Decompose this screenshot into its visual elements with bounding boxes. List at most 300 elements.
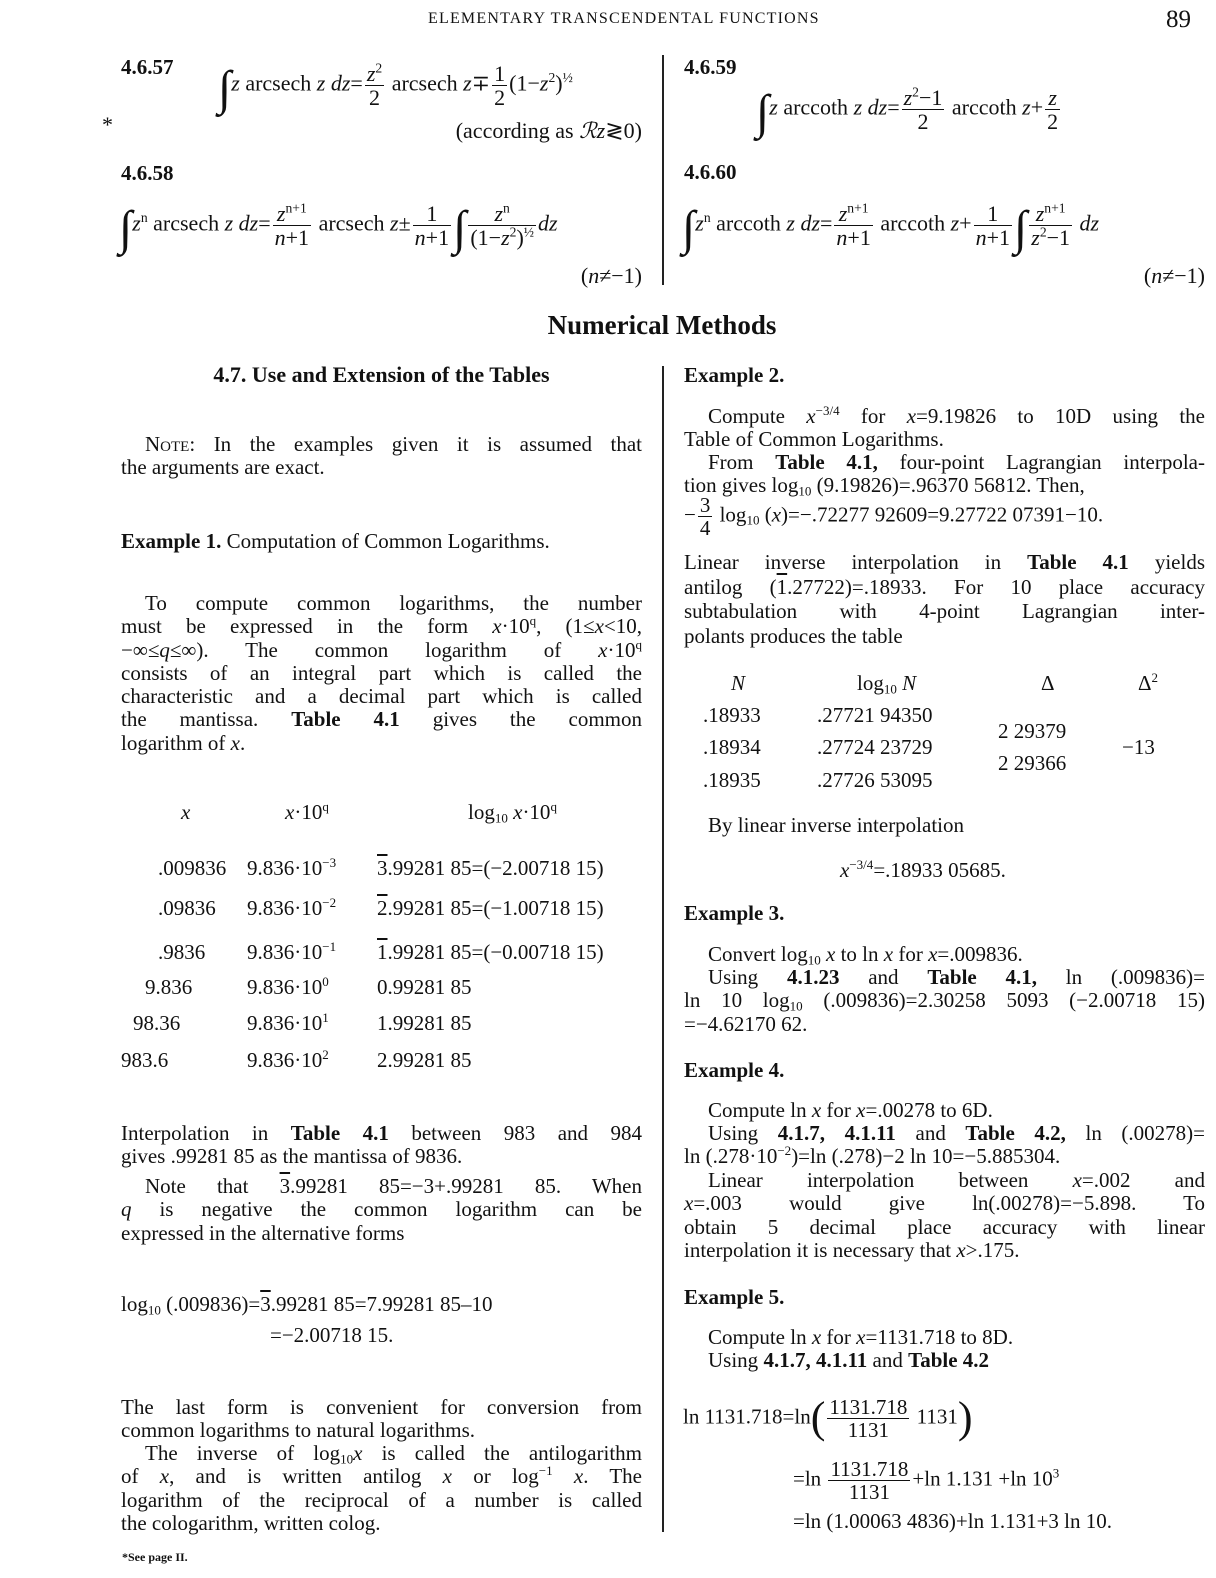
- table-cell-x10q: [247, 856, 336, 881]
- bold-text: Example 2.: [684, 363, 785, 387]
- superscript: ½: [523, 224, 534, 240]
- superscript: q: [635, 636, 642, 652]
- text-run: the arguments are exact.: [121, 455, 325, 480]
- text-line: [684, 1286, 1205, 1309]
- text-line: [121, 1222, 642, 1245]
- example-1-heading: [121, 530, 642, 553]
- text-run: 9.836·10: [247, 896, 323, 920]
- text-run: +: [959, 210, 972, 236]
- math-variable: x: [181, 800, 191, 824]
- text-line: [684, 1145, 1205, 1168]
- superscript: 2: [1151, 669, 1159, 685]
- text-run: −∞≤: [121, 637, 160, 662]
- text-line: [121, 708, 642, 731]
- text-line: [121, 662, 642, 685]
- superscript: n+1: [285, 200, 307, 216]
- math-variable: dz: [1079, 210, 1100, 236]
- numerator: [468, 202, 536, 226]
- text-run: or log: [451, 1464, 539, 1489]
- text-run: +1: [986, 225, 1010, 251]
- text-line: [684, 1169, 1205, 1192]
- text-run: ·10: [522, 800, 551, 824]
- math-variable: x: [811, 1325, 822, 1349]
- math-variable: q: [159, 637, 170, 662]
- text-run: ): [555, 70, 563, 96]
- text-run: (.009836)=2.30258 5093 (−2.00718 15): [802, 988, 1205, 1013]
- paragraph: [684, 943, 1205, 966]
- bold-text: Table 4.1: [1027, 550, 1129, 574]
- equation-line: [683, 1393, 973, 1443]
- text-run: 1131.718: [829, 1395, 908, 1419]
- math-variable: z: [494, 201, 504, 226]
- text-line: [684, 1013, 1205, 1036]
- text-run: =.002 and: [1081, 1168, 1205, 1192]
- math-variable: z: [224, 210, 234, 236]
- text-run: >.175.: [965, 1237, 1020, 1262]
- text-run: for: [821, 1098, 857, 1122]
- text-run: .: [239, 730, 246, 755]
- text-run: (: [580, 263, 589, 288]
- text-line: [684, 1239, 1205, 1262]
- text-run: 2.99281 85: [377, 1048, 472, 1072]
- superscript: ½: [562, 70, 573, 86]
- text-run: 98.36: [133, 1011, 181, 1035]
- text-run: log: [121, 1292, 148, 1316]
- math-variable: x: [492, 614, 502, 639]
- text-run: Δ: [1041, 671, 1055, 695]
- text-run: 9.836·10: [247, 940, 323, 964]
- math-variable: x: [906, 404, 917, 428]
- math-variable: z: [1022, 94, 1031, 120]
- text-run: 1: [494, 61, 506, 86]
- text-run: Interpolation in: [121, 1121, 291, 1145]
- text-run: =ln (1.00063 4836)+ln 1.131+3 ln 10.: [793, 1509, 1113, 1533]
- bold-text: Table 4.1,: [927, 965, 1038, 989]
- fraction: [974, 202, 1012, 249]
- text-run: .09836: [158, 896, 216, 920]
- text-run: gives .99281 85 as the mantissa of 9836.: [121, 1144, 463, 1169]
- math-variable: x: [230, 730, 240, 755]
- paragraph: [121, 1122, 642, 1169]
- table-cell-delta: 2 29366: [998, 751, 1067, 775]
- math-variable: n: [274, 225, 286, 251]
- math-variable: x: [928, 942, 938, 966]
- math-variable: x: [956, 1237, 966, 1262]
- superscript: −1: [322, 938, 337, 954]
- superscript: −3/4: [849, 856, 874, 872]
- text-line: [684, 402, 1205, 428]
- text-run: .27722)=.18933. For 10 place accuracy: [787, 574, 1205, 599]
- text-run: Compute ln: [708, 1098, 812, 1122]
- text-run: must be expressed in the form: [121, 614, 493, 639]
- numerator: [413, 202, 451, 226]
- text-run: From: [708, 450, 776, 474]
- text-run: =.003 would give ln(.00278)=−5.898. To: [693, 1191, 1205, 1216]
- text-run: 2: [369, 85, 381, 111]
- text-run: .99281 85=(−0.00718 15): [387, 940, 604, 964]
- page-number: 89: [1166, 6, 1191, 33]
- text-run: Δ: [1138, 671, 1152, 695]
- denominator: [698, 517, 713, 539]
- text-line: [684, 814, 1205, 837]
- formula-4-6-57: [218, 60, 573, 116]
- table-cell-delta: 2 29379: [998, 719, 1067, 743]
- paragraph: [121, 1442, 642, 1535]
- text-run: −1: [918, 85, 943, 110]
- text-line: [684, 1099, 1205, 1122]
- math-variable: x: [1072, 1168, 1082, 1192]
- bold-text: Table 4.1: [290, 1121, 389, 1145]
- text-line: [684, 599, 1205, 624]
- footnote-asterisk: *: [102, 112, 113, 137]
- superscript: n: [503, 200, 510, 216]
- paragraph: [121, 1175, 642, 1245]
- math-variable: z: [1048, 85, 1057, 110]
- fraction: [834, 202, 872, 249]
- text-run: between 983 and 984: [388, 1121, 642, 1145]
- table-cell-log: .27724 23729: [817, 735, 933, 759]
- text-run: 0.99281 85: [377, 975, 472, 999]
- text-run: 2: [494, 85, 506, 111]
- text-run: (: [759, 502, 772, 527]
- table-header: [468, 800, 557, 825]
- text-line: [684, 1216, 1205, 1239]
- text-run: 1131: [848, 1480, 891, 1505]
- text-run: Using: [708, 965, 787, 989]
- text-run: characteristic and a decimal part which is called: [121, 684, 642, 709]
- math-variable: x: [856, 1325, 866, 1349]
- text-line: [121, 1122, 642, 1145]
- text-run: (.009836)=: [160, 1292, 261, 1316]
- text-run: =: [350, 70, 363, 96]
- fraction: [1029, 202, 1072, 249]
- small-caps-text: Note: [145, 432, 190, 456]
- text-run: )=ln (.278)−2 ln 10=−5.885304.: [791, 1144, 1061, 1169]
- bold-text: 4.1.7, 4.1.11: [763, 1348, 868, 1372]
- text-line: [121, 636, 642, 662]
- overlined-digit: 2: [377, 896, 388, 920]
- text-run: arcsech: [386, 70, 464, 96]
- text-run: (9.19826)=.96370 56812. Then,: [811, 473, 1085, 498]
- overlined-digit: 3: [377, 856, 388, 880]
- text-run: to ln: [835, 942, 884, 966]
- fraction: [365, 62, 384, 109]
- text-run: 1131.718: [830, 1457, 909, 1481]
- text-line: [684, 989, 1205, 1012]
- overlined-digit: 3: [279, 1174, 291, 1198]
- fraction: [468, 202, 536, 249]
- denominator: [827, 1419, 909, 1441]
- fraction: [902, 86, 945, 133]
- math-variable: x: [573, 1464, 584, 1489]
- text-run: subtabulation with 4-point Lagrangian inter-: [684, 599, 1205, 623]
- table-cell-log: [377, 1011, 472, 1036]
- fraction: [827, 1396, 909, 1441]
- paragraph: [684, 451, 1205, 498]
- bold-text: Table 4.1: [291, 707, 400, 732]
- integral-sign: ∫: [682, 202, 696, 256]
- text-run: ln (.009836)=: [1037, 965, 1205, 989]
- math-variable: x: [771, 502, 782, 527]
- table-cell-log: [377, 896, 604, 921]
- text-run: Linear inverse interpolation in: [684, 550, 1028, 574]
- paragraph: [684, 1122, 1205, 1169]
- math-variable: z: [390, 210, 399, 236]
- math-variable: x: [598, 637, 608, 662]
- math-variable: x: [883, 942, 894, 966]
- table-cell-x: [158, 896, 216, 921]
- math-variable: z: [950, 210, 960, 236]
- big-parenthesis: (: [810, 1393, 826, 1443]
- formula-label-4-6-57: 4.6.57: [121, 55, 174, 79]
- formula-4-6-59: [756, 84, 1062, 140]
- subscript: 10: [494, 810, 508, 826]
- math-variable: z: [1035, 201, 1045, 226]
- table-cell-log: [377, 940, 604, 965]
- math-variable: z: [769, 94, 778, 120]
- text-run: and: [839, 965, 928, 989]
- paragraph: [684, 550, 1205, 648]
- superscript: −2: [322, 894, 337, 910]
- fraction: [1045, 86, 1060, 133]
- text-run: By linear inverse interpolation: [708, 813, 965, 837]
- integral-sign: ∫: [453, 202, 467, 256]
- text-line: [121, 1489, 642, 1512]
- denominator: [492, 86, 507, 109]
- math-variable: x: [285, 800, 295, 824]
- table-cell-x10q: [247, 1011, 329, 1036]
- equation-line: [684, 494, 1103, 539]
- denominator: [834, 226, 872, 249]
- math-variable: n: [1151, 263, 1163, 288]
- text-run: 9.836·10: [247, 1011, 323, 1035]
- table-cell-n: .18935: [703, 768, 761, 792]
- text-line: [121, 433, 642, 456]
- text-run: , and is written antilog: [169, 1464, 443, 1489]
- text-run: =: [887, 94, 900, 120]
- text-run: Convert log: [708, 942, 808, 966]
- text-run: antilog (: [684, 574, 777, 599]
- text-line: [121, 732, 642, 755]
- table-header: [857, 671, 916, 696]
- text-run: 9.836·10: [247, 975, 323, 999]
- subsection-title: 4.7. Use and Extension of the Tables: [213, 362, 550, 387]
- math-variable: n: [975, 225, 987, 251]
- integral-sign: ∫: [756, 86, 770, 140]
- text-run: ·10: [501, 614, 530, 639]
- text-run: 1: [426, 201, 438, 226]
- equation-line: [793, 1509, 1112, 1534]
- text-run: ln (.00278)=: [1065, 1121, 1205, 1145]
- math-variable: N: [902, 671, 917, 695]
- text-run: +1: [425, 225, 450, 251]
- math-variable: z: [463, 70, 472, 96]
- text-run: ·10: [294, 800, 323, 824]
- superscript: −1: [538, 1463, 553, 1479]
- overlined-digit: 3: [260, 1292, 271, 1316]
- bold-text: Table 4.2,: [965, 1121, 1066, 1145]
- denominator: [365, 86, 384, 109]
- bold-text: 4.1.23: [786, 965, 840, 989]
- math-variable: z: [838, 201, 848, 226]
- text-run: Computation of Common Logarithms.: [221, 529, 550, 553]
- numerator: [827, 1396, 909, 1419]
- superscript: 2: [375, 60, 383, 76]
- math-variable: x: [840, 858, 850, 882]
- fraction: [413, 202, 451, 249]
- paragraph: [121, 1396, 642, 1443]
- subscript: 10: [807, 952, 821, 968]
- math-variable: z: [366, 61, 376, 86]
- math-variable: ℛz: [579, 118, 606, 143]
- superscript: 2: [912, 84, 919, 100]
- math-variable: n: [414, 225, 426, 251]
- text-line: [684, 624, 1205, 649]
- text-run: the cologarithm, written colog.: [121, 1510, 381, 1535]
- text-run: polants produces the table: [684, 623, 903, 648]
- text-line: [684, 575, 1205, 600]
- text-run: four-point Lagrangian interpola-: [877, 450, 1205, 474]
- overlined-digit: 1: [377, 940, 388, 964]
- superscript: 1: [322, 1009, 329, 1025]
- overlined-digit: 1: [776, 574, 788, 599]
- text-run: Using: [708, 1121, 778, 1145]
- text-run: . The: [583, 1464, 642, 1489]
- text-run: 9.836: [145, 975, 193, 999]
- bold-text: Example 3.: [684, 901, 785, 925]
- text-run: is negative the common logarithm can be: [131, 1197, 642, 1222]
- superscript: q: [529, 613, 537, 629]
- text-run: =.009836.: [937, 942, 1023, 966]
- math-variable: x: [811, 1098, 822, 1122]
- text-line: [684, 943, 1205, 966]
- text-line: [684, 451, 1205, 474]
- text-run: log: [857, 671, 884, 695]
- table-cell-x: [133, 1011, 180, 1036]
- math-variable: z: [853, 94, 863, 120]
- math-variable: x: [594, 614, 604, 639]
- formula-4-6-58: [119, 200, 558, 256]
- numerator: [828, 1458, 910, 1481]
- text-run: and: [895, 1121, 966, 1145]
- text-line: [121, 1512, 642, 1535]
- math-variable: z: [231, 70, 240, 96]
- formula-4-6-60: [682, 200, 1100, 256]
- math-variable: z: [316, 70, 326, 96]
- superscript: n+1: [847, 200, 869, 216]
- math-variable: z: [501, 225, 510, 251]
- text-run: =: [258, 210, 271, 236]
- text-run: =.00278 to 6D.: [865, 1098, 993, 1122]
- text-run: −: [684, 502, 696, 527]
- table-cell-x10q: [247, 940, 336, 965]
- text-run: (1−: [509, 70, 540, 96]
- text-line: [121, 685, 642, 708]
- numerator: [1045, 86, 1060, 110]
- text-run: Compute ln: [708, 1325, 812, 1349]
- superscript: q: [550, 798, 557, 814]
- text-run: the mantissa.: [121, 707, 292, 732]
- text-run: and: [867, 1348, 909, 1372]
- denominator: [902, 110, 945, 133]
- text-run: =: [820, 210, 833, 236]
- text-run: .99281 85=7.99281 85–10: [270, 1292, 493, 1316]
- subscript: 10: [340, 1451, 354, 1467]
- table-cell-log: .27721 94350: [817, 703, 933, 727]
- text-run: The last form is convenient for conversion from: [121, 1395, 642, 1419]
- text-run: arccoth: [710, 210, 787, 236]
- numerator: [834, 202, 872, 226]
- text-line: [121, 1175, 642, 1198]
- math-variable: z: [1031, 225, 1040, 251]
- text-run: .99281 85=−3+.99281 85. When: [290, 1174, 643, 1198]
- text-line: [684, 428, 1205, 451]
- table-header: [1041, 671, 1055, 696]
- math-variable: x: [442, 1464, 452, 1489]
- formula-condition: [581, 263, 642, 289]
- numerator: [974, 202, 1012, 226]
- text-run: for: [893, 942, 929, 966]
- paragraph: [684, 1099, 1205, 1122]
- text-run: =−2.00718 15.: [270, 1323, 394, 1347]
- math-variable: dz: [238, 210, 259, 236]
- text-run: 2: [917, 109, 929, 135]
- formula-label-4-6-60: 4.6.60: [684, 160, 737, 184]
- fraction: [273, 202, 311, 249]
- text-run: 2: [1047, 109, 1059, 135]
- note-paragraph: [121, 433, 642, 480]
- text-run: 1.99281 85: [377, 1011, 472, 1035]
- math-variable: z: [786, 210, 795, 236]
- denominator: [828, 1481, 910, 1503]
- denominator: [273, 226, 311, 249]
- math-variable: dz: [538, 210, 558, 236]
- text-line: [121, 1419, 642, 1442]
- text-run: =ln: [793, 1466, 827, 1491]
- text-line: [684, 1349, 1205, 1372]
- text-line: [121, 592, 642, 615]
- text-run: −1: [1046, 225, 1071, 251]
- section-heading: Numerical Methods: [547, 310, 777, 340]
- text-run: )=−.72277 92609=9.27722 07391−10.: [781, 502, 1104, 527]
- text-run: .009836: [158, 856, 227, 880]
- math-variable: n: [836, 225, 848, 251]
- numerator: [273, 202, 311, 226]
- text-run: ≠−1): [599, 263, 642, 288]
- text-line: [684, 966, 1205, 989]
- math-variable: dz: [330, 70, 351, 96]
- subscript: 10: [746, 512, 760, 528]
- text-run: , (1≤: [536, 614, 595, 639]
- text-run: The inverse of log: [145, 1441, 341, 1465]
- bold-text: Table 4.2: [908, 1348, 990, 1372]
- table-cell-x10q: [247, 975, 329, 1000]
- example-2-heading: [684, 364, 1205, 387]
- text-run: log: [714, 502, 747, 527]
- text-run: : In the examples given it is assumed that: [189, 432, 642, 456]
- table-cell-x: [121, 1048, 168, 1073]
- text-run: ≤∞). The common logarithm of: [169, 637, 599, 662]
- math-variable: x: [856, 1098, 866, 1122]
- running-title: ELEMENTARY TRANSCENDENTAL FUNCTIONS: [428, 10, 820, 27]
- text-run: (: [1143, 263, 1152, 288]
- bold-text: Example 1.: [121, 529, 222, 553]
- table-cell-log: .27726 53095: [817, 768, 933, 792]
- text-run: arccoth: [874, 210, 951, 236]
- text-line: [121, 1465, 642, 1488]
- text-run: interpolation it is necessary that: [684, 1237, 957, 1262]
- result-line: [840, 856, 1216, 882]
